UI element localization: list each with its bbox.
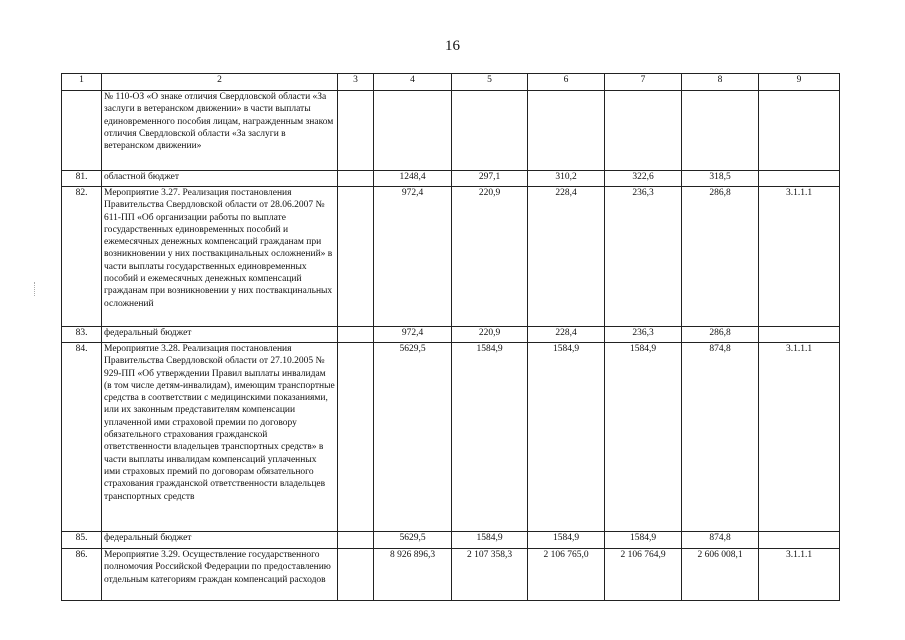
cell-col3 <box>338 327 374 343</box>
cell-year2: 228,4 <box>528 327 605 343</box>
cell-col3 <box>338 91 374 171</box>
cell-year4: 2 606 008,1 <box>682 549 759 601</box>
row-number: 81. <box>62 171 102 187</box>
cell-year1: 1584,9 <box>452 532 528 549</box>
header-cell: 7 <box>605 74 682 91</box>
cell-year2 <box>528 91 605 171</box>
cell-target-code: 3.1.1.1 <box>759 343 840 532</box>
row-description: областной бюджет <box>102 171 338 187</box>
table-row <box>62 91 840 171</box>
table-header-row <box>62 74 840 91</box>
cell-year2: 1584,9 <box>528 532 605 549</box>
table-row <box>62 187 840 327</box>
cell-total: 1248,4 <box>374 171 452 187</box>
page-number: 16 <box>445 38 460 54</box>
cell-total: 972,4 <box>374 327 452 343</box>
margin-mark <box>34 282 36 296</box>
row-description: Мероприятие 3.28. Реализация постановления Правительства Свердловской области от 27.10.2005 № 929-ПП «Об утверждении Правил выплаты инвалидам (в том числе детям-инвалидам), имеющим транспортные средства в соответствии с медицинскими показаниями, или их законным представителям компенсации уплаченной ими страховой премии по договору обязательного страхования гражданской ответственности владельцев транспортных средств» в части выплаты инвалидам компенсаций уплаченных ими страховых премий по договорам обязательного страхования гражданской ответственности владельцев транспортных средств <box>102 343 338 532</box>
row-description: № 110-ОЗ «О знаке отличия Свердловской области «За заслуги в ветеранском движении» в части выплаты единовременного пособия лицам, награжденным знаком отличия Свердловской области «За заслуги в ветеранском движении» <box>102 91 338 171</box>
cell-year1: 2 107 358,3 <box>452 549 528 601</box>
table-row <box>62 532 840 549</box>
table-row <box>62 327 840 343</box>
header-cell: 5 <box>452 74 528 91</box>
cell-total: 5629,5 <box>374 343 452 532</box>
cell-target-code: 3.1.1.1 <box>759 187 840 327</box>
row-number: 85. <box>62 532 102 549</box>
header-cell: 9 <box>759 74 840 91</box>
cell-target-code <box>759 171 840 187</box>
cell-total: 8 926 896,3 <box>374 549 452 601</box>
cell-year4: 318,5 <box>682 171 759 187</box>
header-cell: 4 <box>374 74 452 91</box>
header-cell: 3 <box>338 74 374 91</box>
cell-year1 <box>452 91 528 171</box>
cell-year3: 2 106 764,9 <box>605 549 682 601</box>
row-description: федеральный бюджет <box>102 532 338 549</box>
cell-target-code <box>759 532 840 549</box>
cell-col3 <box>338 343 374 532</box>
cell-total <box>374 91 452 171</box>
cell-year4: 874,8 <box>682 343 759 532</box>
table-row <box>62 343 840 532</box>
cell-year3: 236,3 <box>605 327 682 343</box>
cell-col3 <box>338 171 374 187</box>
header-cell: 8 <box>682 74 759 91</box>
cell-year3: 322,6 <box>605 171 682 187</box>
cell-year1: 297,1 <box>452 171 528 187</box>
row-description: Мероприятие 3.29. Осуществление государственного полномочия Российской Федерации по предоставлению отдельным категориям граждан компенсаций расходов <box>102 549 338 601</box>
row-number: 83. <box>62 327 102 343</box>
cell-target-code <box>759 327 840 343</box>
cell-year1: 1584,9 <box>452 343 528 532</box>
cell-year4: 286,8 <box>682 187 759 327</box>
row-number: 82. <box>62 187 102 327</box>
cell-target-code <box>759 91 840 171</box>
cell-target-code: 3.1.1.1 <box>759 549 840 601</box>
header-cell: 2 <box>102 74 338 91</box>
cell-year3: 1584,9 <box>605 343 682 532</box>
row-number: 86. <box>62 549 102 601</box>
cell-year3 <box>605 91 682 171</box>
cell-year1: 220,9 <box>452 187 528 327</box>
budget-table <box>61 73 840 601</box>
cell-year1: 220,9 <box>452 327 528 343</box>
table-row <box>62 549 840 601</box>
cell-year2: 2 106 765,0 <box>528 549 605 601</box>
cell-year2: 1584,9 <box>528 343 605 532</box>
cell-year2: 228,4 <box>528 187 605 327</box>
cell-total: 5629,5 <box>374 532 452 549</box>
table-row <box>62 171 840 187</box>
cell-year4 <box>682 91 759 171</box>
row-description: Мероприятие 3.27. Реализация постановления Правительства Свердловской области от 28.06.2007 № 611-ПП «Об организации работы по выплате государственных единовременных пособий и ежемесячных денежных компенсаций гражданам при возникновении у них поствакцинальных осложнений» в части выплаты государственных единовременных пособий и ежемесячных денежных компенсаций гражданам при возникновении у них поствакцинальных осложнений <box>102 187 338 327</box>
row-description: федеральный бюджет <box>102 327 338 343</box>
cell-col3 <box>338 532 374 549</box>
cell-year4: 286,8 <box>682 327 759 343</box>
row-number: 84. <box>62 343 102 532</box>
header-cell: 1 <box>62 74 102 91</box>
cell-year4: 874,8 <box>682 532 759 549</box>
cell-year3: 1584,9 <box>605 532 682 549</box>
header-cell: 6 <box>528 74 605 91</box>
cell-col3 <box>338 549 374 601</box>
cell-year2: 310,2 <box>528 171 605 187</box>
row-number <box>62 91 102 171</box>
cell-col3 <box>338 187 374 327</box>
cell-total: 972,4 <box>374 187 452 327</box>
cell-year3: 236,3 <box>605 187 682 327</box>
